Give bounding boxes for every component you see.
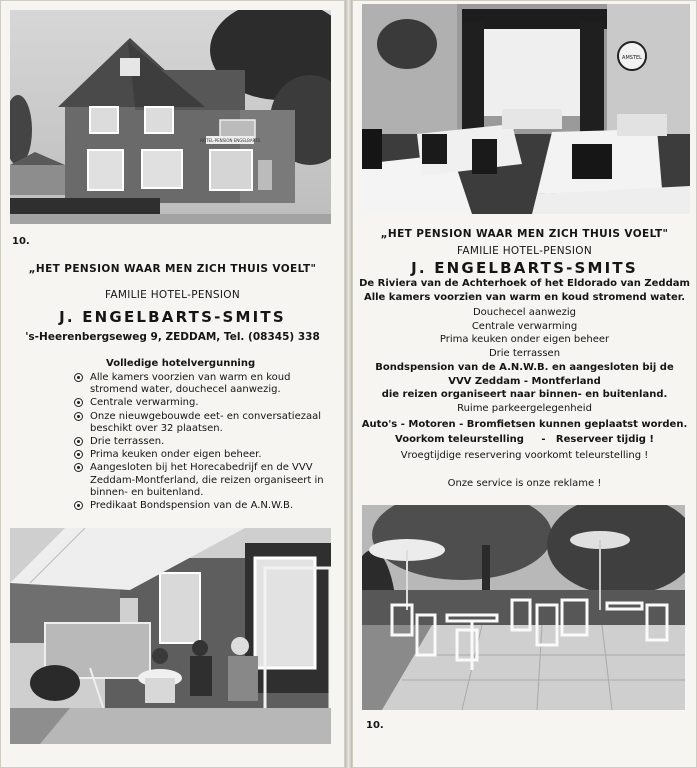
info-line: Alle kamers voorzien van warm en koud stromend water. — [363, 292, 686, 303]
feature-item — [74, 411, 324, 435]
bullet-icon — [74, 373, 83, 382]
photo-sign-text: AMSTEL — [622, 55, 642, 61]
section-title: Volledige hotelvergunning — [106, 358, 256, 369]
feature-item — [74, 462, 324, 499]
closing-line: Onze service is onze reklame ! — [447, 478, 602, 489]
feature-text: Alle kamers voorzien van warm en koud stromend water, douchecel aanwezig. — [90, 372, 291, 396]
info-line: VVV Zeddam - Montferland — [448, 376, 601, 387]
info-line: Bondspension van de A.N.W.B. en aangesloten bij de — [375, 362, 674, 373]
info-line: Centrale verwarming — [471, 321, 578, 332]
subheading: FAMILIE HOTEL-PENSION — [457, 245, 592, 257]
garden-terrace-photo — [362, 505, 685, 710]
feature-item — [74, 397, 324, 409]
info-line: Douchecel aanwezig — [472, 307, 577, 318]
page-number: 10. — [366, 720, 384, 731]
feature-list — [74, 372, 324, 513]
feature-text: Predikaat Bondspension van de A.N.W.B. — [90, 500, 294, 512]
hotel-exterior-photo — [10, 10, 331, 224]
info-line: Voorkom teleurstelling - Reserveer tijdig ! — [395, 434, 654, 445]
info-line: Vroegtijdige reservering voorkomt teleurstelling ! — [400, 450, 649, 461]
info-line: Drie terrassen — [488, 348, 561, 359]
bullet-icon — [74, 412, 83, 421]
photo-sign-text: HOTEL-PENSION ENGELBARTS — [199, 138, 261, 143]
terrace-photo — [10, 528, 331, 744]
bullet-icon — [74, 450, 83, 459]
feature-item — [74, 372, 324, 396]
feature-text: Centrale verwarming. — [90, 397, 199, 409]
info-line: Prima keuken onder eigen beheer — [439, 334, 610, 345]
left-page — [0, 0, 345, 768]
feature-text: Drie terrassen. — [90, 436, 165, 448]
hotel-name: J. ENGELBARTS-SMITS — [59, 308, 286, 326]
feature-text: Onze nieuwgebouwde eet- en conversatiezaal beschikt over 32 plaatsen. — [90, 410, 322, 434]
booklet-spine — [345, 0, 352, 768]
page-number: 10. — [12, 236, 30, 247]
subheading: FAMILIE HOTEL-PENSION — [105, 289, 240, 301]
bullet-icon — [74, 398, 83, 407]
bullet-icon — [74, 501, 83, 510]
info-line: Ruime parkeergelegenheid — [457, 403, 592, 414]
right-page — [352, 0, 697, 768]
feature-item — [74, 500, 324, 512]
feature-text: Prima keuken onder eigen beheer. — [90, 449, 262, 461]
info-line: Auto's - Motoren - Bromfietsen kunnen geplaatst worden. — [361, 419, 688, 430]
address: 's-Heerenbergseweg 9, ZEDDAM, Tel. (08345) 338 — [25, 331, 320, 343]
feature-item — [74, 436, 324, 448]
bullet-icon — [74, 463, 83, 472]
slogan: „HET PENSION WAAR MEN ZICH THUIS VOELT" — [28, 263, 317, 275]
hotel-name: J. ENGELBARTS-SMITS — [411, 259, 638, 277]
slogan: „HET PENSION WAAR MEN ZICH THUIS VOELT" — [380, 228, 669, 240]
tagline: De Riviera van de Achterhoek of het Eldorado van Zeddam — [359, 278, 690, 289]
feature-text: Aangesloten bij het Horecabedrijf en de VVV Zeddam-Montferland, die reizen organiseert in binnen- en buitenland. — [90, 462, 324, 498]
dining-room-photo — [362, 4, 690, 214]
feature-item — [74, 449, 324, 461]
info-line: die reizen organiseert naar binnen- en buitenland. — [381, 389, 668, 400]
bullet-icon — [74, 437, 83, 446]
